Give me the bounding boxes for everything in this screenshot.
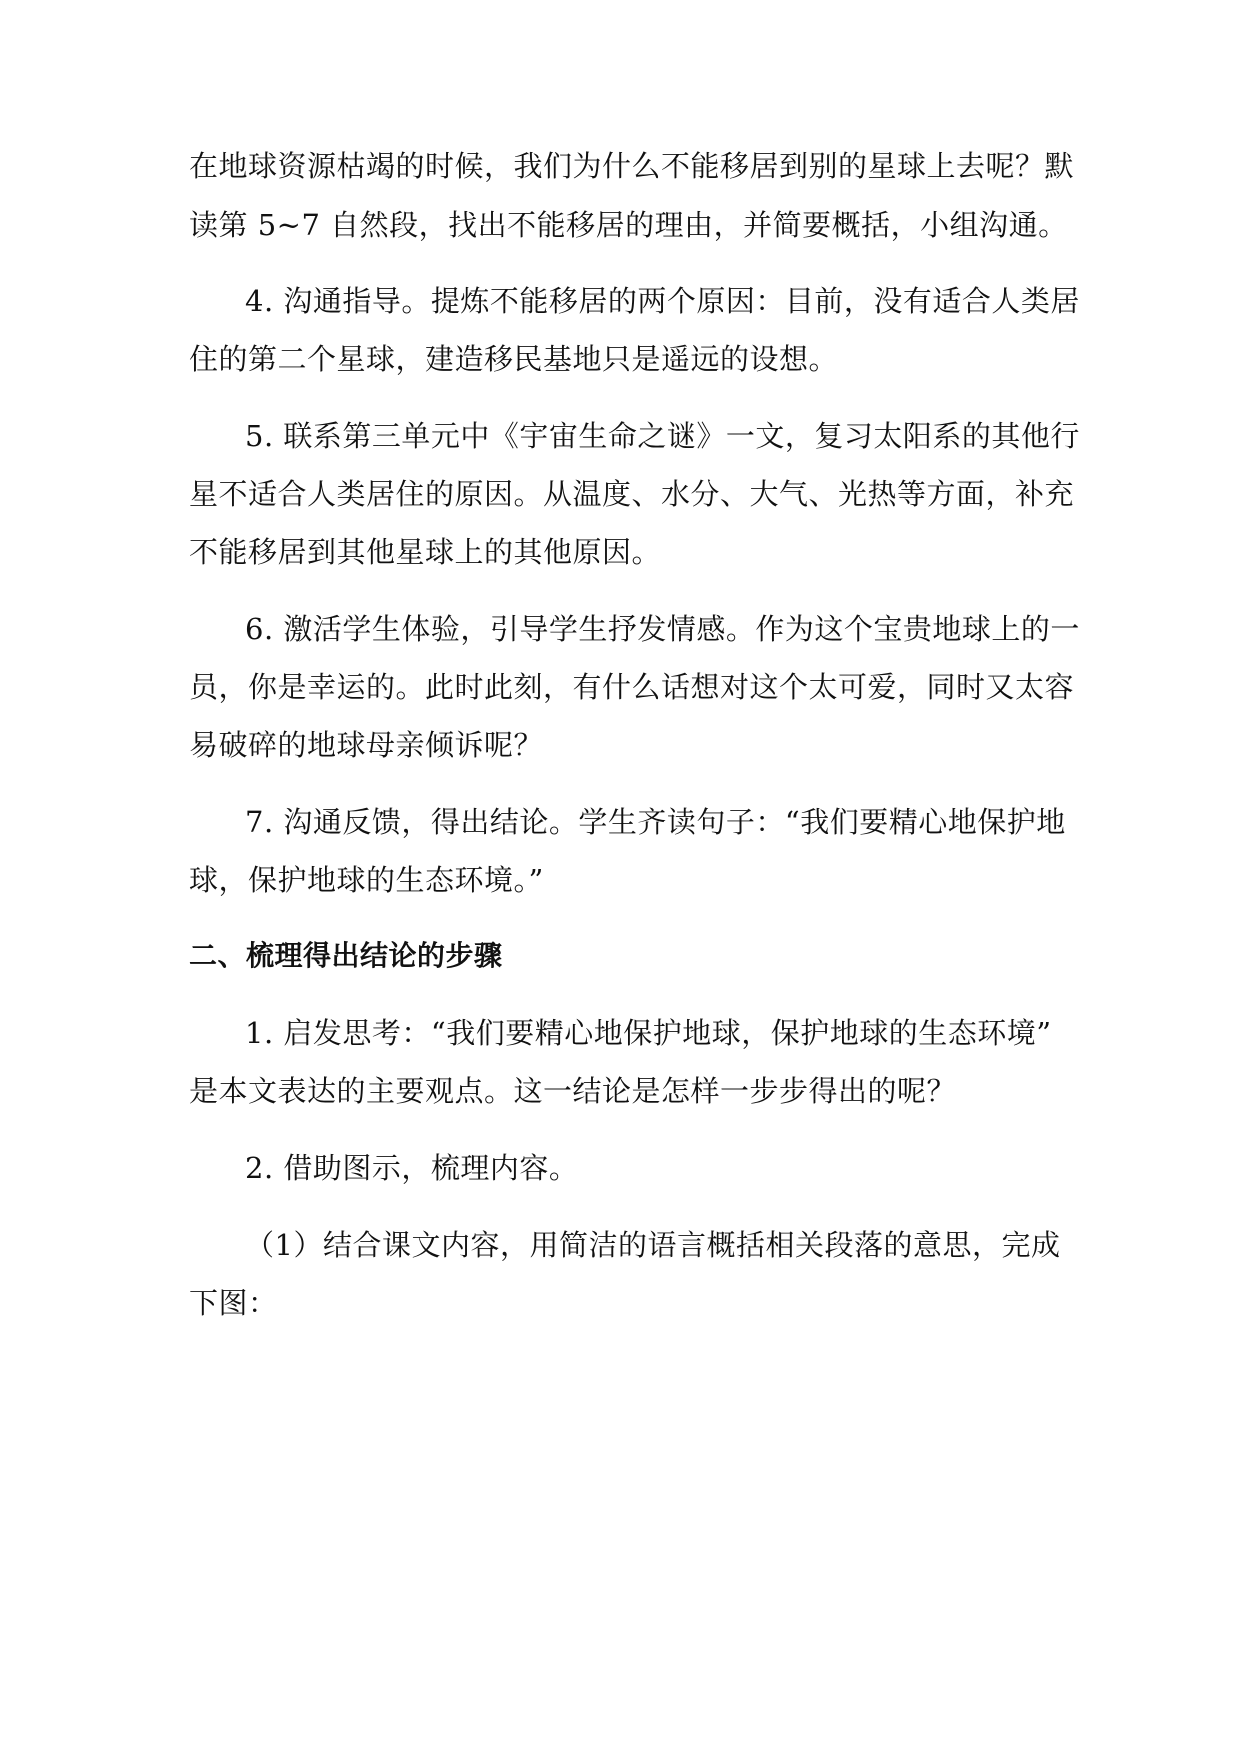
paragraph-line: 在地球资源枯竭的时候，我们为什么不能移居到别的星球上去呢？默 [189,149,1075,183]
paragraph-line: 住的第二个星球，建造移民基地只是遥远的设想。 [189,342,839,376]
paragraph-line: 5. 联系第三单元中《宇宙生命之谜》一文，复习太阳系的其他行 [245,419,1080,453]
paragraph-line: 下图： [189,1286,278,1320]
paragraph-line: （1）结合课文内容，用简洁的语言概括相关段落的意思，完成 [245,1228,1061,1262]
paragraph-line: 4. 沟通指导。提炼不能移居的两个原因：目前，没有适合人类居 [245,284,1080,318]
paragraph-line: 6. 激活学生体验，引导学生抒发情感。作为这个宝贵地球上的一 [245,612,1080,646]
paragraph-line: 读第 5~7 自然段，找出不能移居的理由，并简要概括，小组沟通。 [189,208,1068,242]
paragraph-line: 7. 沟通反馈，得出结论。学生齐读句子：“我们要精心地保护地 [245,805,1066,839]
paragraph-line: 1. 启发思考：“我们要精心地保护地球，保护地球的生态环境” [245,1016,1052,1050]
paragraph-line: 是本文表达的主要观点。这一结论是怎样一步步得出的呢？ [189,1074,957,1108]
paragraph-line: 易破碎的地球母亲倾诉呢？ [189,728,544,762]
paragraph-line: 员，你是幸运的。此时此刻，有什么话想对这个太可爱，同时又太容 [189,670,1075,704]
paragraph-line: 不能移居到其他星球上的其他原因。 [189,535,662,569]
section-heading: 二、梳理得出结论的步骤 [189,939,503,972]
paragraph-line: 星不适合人类居住的原因。从温度、水分、大气、光热等方面，补充 [189,477,1075,511]
paragraph-line: 球，保护地球的生态环境。” [189,863,544,897]
paragraph-line: 2. 借助图示，梳理内容。 [245,1151,579,1185]
